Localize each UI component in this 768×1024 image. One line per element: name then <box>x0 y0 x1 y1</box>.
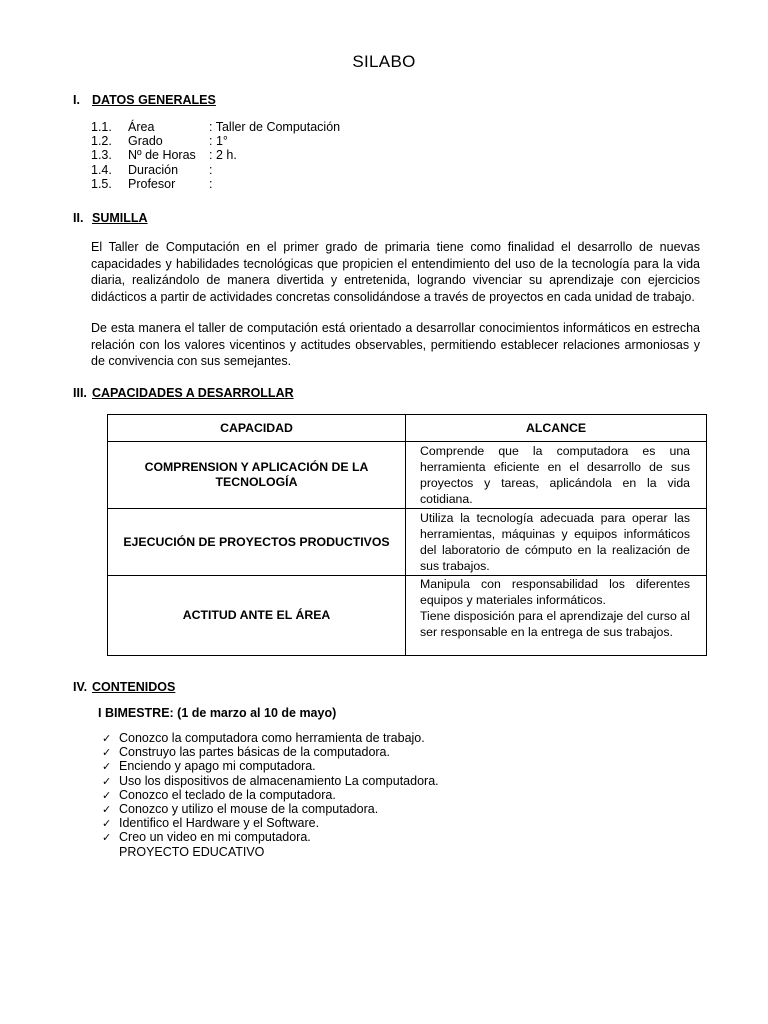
alcance-cell <box>406 576 707 656</box>
list-item <box>102 759 439 773</box>
alcance-cell: Comprende que la computadora es una herramienta eficiente en el desarrollo de sus proyectos y tareas, aplicándola en la vida cotidiana. <box>406 442 707 509</box>
item-number: 1.2. <box>91 134 112 149</box>
item-value: : <box>209 176 213 191</box>
list-item-text: Creo un video en mi computadora. <box>119 830 311 845</box>
list-item-text: Conozco el teclado de la computadora. <box>119 787 336 802</box>
alcance-cell: Utiliza la tecnología adecuada para operar las herramientas, máquinas y equipos informáticos del laboratorio de cómputo en la realización de sus trabajos. <box>406 509 707 576</box>
table-row <box>108 509 707 576</box>
sumilla-paragraph-2: De esta manera el taller de computación está orientado a desarrollar conocimientos informáticos en estrecha relación con los valores vicentinos y actitudes observables, permitiendo establecer relaciones armoniosas y de convivencia con sus semejantes. <box>91 321 700 369</box>
capacidad-cell: EJECUCIÓN DE PROYECTOS PRODUCTIVOS <box>108 509 406 576</box>
section-title: SUMILLA <box>92 211 148 225</box>
section-title: DATOS GENERALES <box>92 93 216 107</box>
datos-row <box>91 120 340 134</box>
alcance-text: Tiene disposición para el aprendizaje del curso al ser responsable en la entrega de sus trabajos. <box>420 609 690 639</box>
item-number: 1.4. <box>91 162 112 177</box>
section-heading-sumilla <box>73 211 148 225</box>
alcance-text: Manipula con responsabilidad los diferentes equipos y materiales informáticos. <box>420 577 690 607</box>
check-icon: ✓ <box>102 775 112 788</box>
section-number: II. <box>73 211 84 225</box>
table-row <box>108 576 707 656</box>
item-label: Grado <box>128 134 163 149</box>
list-item-text: Conozco y utilizo el mouse de la computadora. <box>119 801 379 816</box>
item-label: Nº de Horas <box>128 148 196 163</box>
section-number: III. <box>73 386 87 400</box>
item-value: : Taller de Computación <box>209 120 341 134</box>
sumilla-paragraph-1: El Taller de Computación en el primer grado de primaria tiene como finalidad el desarrollo de nuevas capacidades y habilidades tecnológicas que propicien el entendimiento del uso de la tecnología para la vida diaria, realizándolo de manera divertida y entretenida, logrando vivenciar su aprendizaje con ejercicios didácticos a partir de actividades concretas consolidándose a través de proyectos en cada unidad de trabajo. <box>91 240 700 304</box>
proyecto-educativo: PROYECTO EDUCATIVO <box>119 845 265 859</box>
section-title: CONTENIDOS <box>92 680 176 694</box>
check-icon: ✓ <box>102 818 112 831</box>
datos-row <box>91 148 340 162</box>
contenidos-list <box>102 731 439 845</box>
datos-row <box>91 163 340 177</box>
check-icon: ✓ <box>102 832 112 845</box>
item-number: 1.3. <box>91 148 112 163</box>
item-number: 1.1. <box>91 120 112 134</box>
list-item-text: Conozco la computadora como herramienta de trabajo. <box>119 731 425 745</box>
section-title: CAPACIDADES A DESARROLLAR <box>92 386 294 400</box>
check-icon: ✓ <box>102 803 112 816</box>
list-item <box>102 774 439 788</box>
section-heading-capacidades <box>73 386 294 400</box>
list-item <box>102 816 439 830</box>
bimestre-heading: I BIMESTRE: (1 de marzo al 10 de mayo) <box>98 706 337 720</box>
list-item <box>102 731 439 745</box>
list-item <box>102 830 439 844</box>
datos-row <box>91 177 340 191</box>
table-row <box>108 442 707 509</box>
check-icon: ✓ <box>102 747 112 760</box>
table-header-row <box>108 415 707 442</box>
list-item <box>102 788 439 802</box>
section-number: I. <box>73 93 80 107</box>
datos-row <box>91 134 340 148</box>
document-title: SILABO <box>352 52 416 71</box>
check-icon: ✓ <box>102 789 112 802</box>
section-heading-contenidos <box>73 680 175 694</box>
list-item <box>102 745 439 759</box>
list-item <box>102 802 439 816</box>
item-number: 1.5. <box>91 176 112 191</box>
check-icon: ✓ <box>102 761 112 774</box>
section-number: IV. <box>73 680 88 694</box>
column-header-alcance: ALCANCE <box>406 415 707 442</box>
item-value: : <box>209 162 213 177</box>
column-header-capacidad: CAPACIDAD <box>108 415 406 442</box>
list-item-text: Enciendo y apago mi computadora. <box>119 759 316 774</box>
list-item-text: Identifico el Hardware y el Software. <box>119 816 320 831</box>
capacidad-cell: ACTITUD ANTE EL ÁREA <box>108 576 406 656</box>
section-heading-datos-generales <box>73 93 216 107</box>
item-value: : 2 h. <box>209 148 237 163</box>
item-label: Profesor <box>128 176 176 191</box>
capacidades-table <box>107 414 707 656</box>
capacidad-cell: COMPRENSION Y APLICACIÓN DE LA TECNOLOGÍA <box>108 442 406 509</box>
item-label: Duración <box>128 162 179 177</box>
list-item-text: Uso los dispositivos de almacenamiento La computadora. <box>119 773 439 788</box>
item-value: : 1° <box>209 134 228 149</box>
item-label: Área <box>128 120 155 134</box>
list-item-text: Construyo las partes básicas de la computadora. <box>119 745 390 760</box>
check-icon: ✓ <box>102 733 112 745</box>
datos-generales-list <box>91 120 340 191</box>
